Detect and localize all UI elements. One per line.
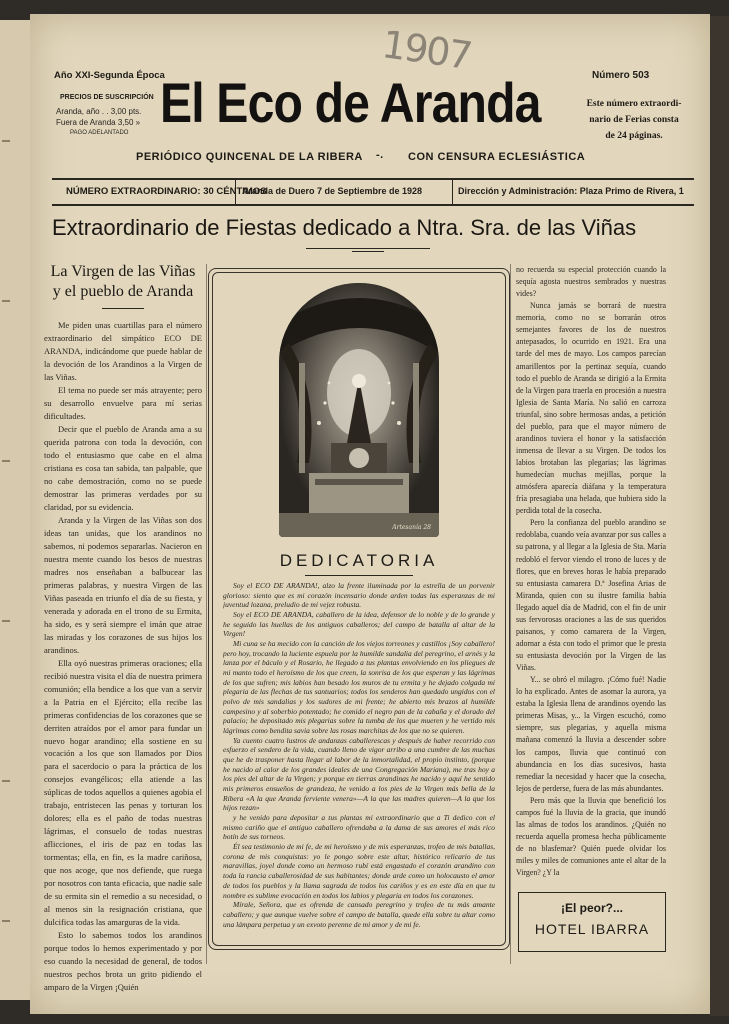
dedication-frame [208, 268, 510, 950]
pencil-note: 1907 [379, 22, 474, 78]
previous-page-edge [0, 20, 32, 1000]
masthead-subtitle-separator: -. [376, 149, 384, 161]
paragraph: El tema no puede ser más atrayente; pero su desarrollo envuelve para mí serias dificultades. [44, 384, 202, 421]
left-article-title-line: La Virgen de las Viñas [50, 263, 196, 280]
bar-divider [452, 180, 453, 204]
hotel-advert [518, 892, 666, 952]
dedication-body [223, 581, 495, 929]
headline-ornament [352, 251, 384, 252]
right-article-body [516, 264, 666, 879]
administration-address: Dirección y Administración: Plaza Primo de Rivera, 1 [458, 186, 684, 196]
paragraph: Pero más que la lluvia que benefició los campos fué la lluvia de la gracia, que inundó las almas de todos los arandinos. ¿Quién no recuerda aquella promesa hecha públicamente de no blasfemar? Quién puede olvidar los miles y miles de comuniones ante el altar de la Virgen? ¿Y la [516, 795, 666, 878]
paragraph: Pero la confianza del pueblo arandino se redoblaba, cuando veía avanzar por sus calles a su patrona, y al llegar a la Iglesia de Sta. María redobló el fervor viendo el trono de luces y de flores, que en breves horas le había preparado su entusiasta camarera D.ª Josefina Arias de Miranda, quien con su ilustre familia había llegado aquel día de Madrid, con el fin de unir sus fervorosas oraciones a las de sus queridos paisanos, y como camarera de la Virgen, adornar a ésta con todo el primor que le presta su entusiasta devoción por la Virgen de las Viñas. [516, 518, 666, 673]
paragraph: Nunca jamás se borrará de nuestra memoria, como no se borrarán otros semejantes favores de los de nuestros antepasados, lo ocurrido en 1921. Era una tarde del mes de mayo. Los campos parecían amarillentos por la pertinaz sequía, cuando todo el pueblo de Aranda se dirigió a la Ermita de la Virgen para traerla en procesión a nuestra Iglesia de Santa María. No salió en carroza triunfal, sino sobre hermosas andas, a petición del pueblo, para que el mayor número de arandinos tuviera el honor y la satisfacción inmensa de llevar a su Virgen. De todos los labios brotaban las plegarias; las lágrimas humedecían muchas mejillas, porque la atmósfera aparecía diáfana y la temperatura fría presagiaba una helada, que hubiera sido la perdida total de la cosecha. [516, 301, 666, 516]
paragraph: Decir que el pueblo de Aranda ama a su querida patrona con toda la devoción, con todo el entusiasmo que cabe en el alma cristiana es cosa tan sabida, tan palpable, que no cabe demostración, como no se puede demostrar las primeras verdades por su claridad, por su evidencia. [44, 423, 202, 512]
masthead-subtitle-right: CON CENSURA ECLESIÁSTICA [408, 151, 586, 163]
paragraph: Aranda y la Virgen de las Viñas son dos ideas tan unidas, que los arandinos no sabemos, ni podemos separarlas. Nacieron en nuestra mente cuando los besos de nuestras madres nos enseñaban a balbucear las primeras palabras, y nuestra Virgen de las Viñas paseada en triunfo el día de su fiesta, y venerada y adorada en el trono de su Ermita, ha sido, es y será siempre el imán que atrae las miradas y los corazones de sus hijos los arandinos. [44, 514, 202, 655]
issue-note-line: nario de Ferias consta [589, 115, 679, 125]
paragraph: Ella oyó nuestras primeras oraciones; ella recibió nuestra visita el día de nuestra primera comunión; ella bendice a los que van a servir a la Patria en el Ejército; ella recibe las primeras confidencias de los corazones que se derriten atraídos por el amor para fundar un nuevo hogar arandino; ella sostiene en su vocación a los que son llamados por Dios para el sacerdocio o para la práctica de los consejos evangélicos; ella atiende a las súplicas de todos aquellos a quienes agobia el trabajo, entristecen las penas y torturan los dolores; ella es el paño de todas nuestras lágrimas, el consuelo de todas nuestras aflicciones, el iris de paz en todas las tormentas; ella, en fin, es la madre cariñosa, que nos acoge, que nos defiende, que ruega por nosotros con tanta eficacia, que nadie sale de su ermita sin el remedio a su necesidad, o al menos sin la resignación cristiana, que dulcifica todas las amarguras de la vida. [44, 657, 202, 928]
newspaper-page [30, 14, 710, 1014]
virgin-photograph [279, 283, 439, 537]
page-edge-shadow [710, 16, 729, 1016]
subscription-line: Aranda, año . . 3,00 pts. [56, 107, 142, 116]
issue-note [566, 96, 702, 144]
main-headline: Extraordinario de Fiestas dedicado a Ntra. Sra. de las Viñas [52, 215, 637, 240]
masthead-subtitle-left: PERIÓDICO QUINCENAL DE LA RIBERA [136, 151, 363, 163]
subscription-title: PRECIOS DE SUSCRIPCIÓN [60, 94, 154, 101]
left-article-title [44, 262, 202, 302]
column-rule [510, 264, 511, 964]
paragraph: no recuerda su especial protección cuando la sequía agosta nuestros sembrados y nuestras vides? [516, 265, 666, 299]
dedication-paragraph: Soy el ECO DE ARANDA, caballero de la idea, defensor de lo noble y de lo grande y he seguido las huellas de los antiguos caballeros; del campo de batalla al altar de la Virgen! [223, 610, 495, 639]
dedication-ornament [305, 575, 413, 576]
column-rule [206, 264, 207, 964]
issue-date: Aranda de Duero 7 de Septiembre de 1928 [242, 186, 423, 196]
issue-number: Número 503 [592, 70, 650, 81]
dedication-title: DEDICATORIA [279, 551, 439, 570]
issue-price: NÚMERO EXTRAORDINARIO: 30 CÉNTIMOS [66, 186, 267, 197]
dedication-paragraph: Ya cuento cuatro lustros de andanzas caballerescas y después de haber recorrido con esfuerzo el sendero de la vida, cuando lleno de vigor arribo a una cumbre de las muchas que he de trasponer hasta llegar al labor de la inmortalidad, el propio instinto, (porque he nacido al calor de los grandes ideales de una Congregación Mariana), me tras hoy a los pies del altar de la Virgen; y porque en tierras arandinas he nacido y aquí he sentido mis primeros ensueños de grandeza, he venido a los pies de la Virgen más bella de la Ribera «A la que Aranda ferviente venera»—A la que las madres quieren—A la que los hijos rezan» [223, 735, 495, 813]
subscription-line: Fuera de Aranda 3,50 » [56, 118, 141, 127]
issue-era-label: Año XXI-Segunda Época [54, 70, 165, 81]
dedication-paragraph: Mírale, Señora, que es ofrenda de cansado peregrino y trofeo de tu más amante caballero; y que aunque vuelve sobre el campo de batalla, quede ella sobre tu altar como una lámpara perpetua y un exvoto perenne de mi amor y de mi fe. [223, 900, 495, 929]
advert-tagline: ¡El peor?... [560, 901, 623, 915]
rule-bottom [52, 204, 694, 206]
paragraph: Y... se obró el milagro. ¡Cómo fué! Nadie lo ha explicado. Antes de asomar la aurora, ya estaba la Iglesia llena de arandinos oyendo las primeras Misas, y... la Virgen escuchó, como siempre, sus plegarias, y aquella misma mañana comenzó la lluvia a descender sobre los campos, lluvia que continuó con abundancia en los días sucesivos, hasta remediar la necesidad y hacer que la cosecha, lejos de perderse, fuera de las más abundantes. [516, 675, 666, 793]
left-article-body [44, 319, 202, 994]
dedication-paragraph: Mi cuna se ha mecido con la canción de los viejos torreones y castillos ¡Soy caballero! pero hoy, trocando la luciente espuela por la humilde sandalia del peregrino, el arnés y la lanza por el báculo y el Rosario, he llegado a tus plantas envolviendo en los pliegues de mi manto todo el heroísmo de los que creen, la sonrisa de los que esperan y las lágrimas de los que sufren; mis labios han besado los muros de tu ermita y he dejado colgada mi plegaria de las flechas de tus santuarios; todos los senderos han quedado ungidos con el polvo de mis sandalias y los sudores de mi frente; he abierto mis brazos al humilde campesino y al soberbio potentado; he comido el negro pan de la cabaña y el dorado del palacio; he depositado mis plegarias sobre la tumba de los que mueren y he vertido mis lágrimas como bendita savia sobre las rosas marchitas de los que no se quieren. [223, 639, 495, 736]
paragraph: Me piden unas cuartillas para el número extraordinario del simpático ECO DE ARANDA, indicándome que puede hablar de la devoción de los Arandinos a la Virgen de las Viñas. [44, 320, 202, 382]
issue-note-line: Este número extraordi- [586, 99, 682, 109]
advert-hotel-name: HOTEL IBARRA [534, 921, 650, 937]
headline-ornament [306, 248, 430, 249]
dedication-paragraph: Soy el ECO DE ARANDA!, alzo la frente iluminada por la estrella de un porvenir glorioso: siento que es mi corazón incensario donde arden todas las esperanzas de mi juventud lozana, preludio de mi vejez robusta. [223, 581, 495, 610]
left-article [44, 262, 202, 994]
rule-top [52, 178, 694, 180]
dedication-paragraph: y he venido para depositar a tus plantas mi extraordinario que a Ti dedico con el mismo cariño que el antiguo caballero ofrendaba a la dama de sus amores el más rico botín de sus torneos. [223, 813, 495, 842]
subscription-lines [56, 106, 141, 139]
title-ornament [102, 308, 144, 309]
left-article-title-line: y el pueblo de Aranda [52, 283, 194, 300]
issue-note-line: de 24 páginas. [605, 131, 663, 141]
masthead-title: El Eco de Aranda [160, 71, 541, 134]
photo-signature: Artesanía 28 [392, 524, 431, 531]
subscription-line: PAGO ADELANTADO [70, 130, 129, 136]
dedication-paragraph: Él sea testimonio de mi fe, de mi heroísmo y de mis esperanzas, trofeo de mis batallas, corona de mis conquistas: yo le pongo sobre este altar, histórico relicario de tus maravillas, joyel donde como un hermoso rubí está engastado el corazón arandino con toda la rancia caballerosidad de sus habitantes; donde arde como un holocausto el amor de todos los pueblos y la llama sagrada de todos los cariños y es en este día en que tu nombre es sublime evocación en todos los labios y plegaria en todos los corazones. [223, 842, 495, 900]
altar-image [279, 283, 439, 537]
paragraph: Esto lo sabemos todos los arandinos porque todos lo hemos experimentado y por eso cuando la necesidad de general, de todos nuestros pechos brota un grito pidiendo el amparo de la Virgen ¡Quién [44, 930, 202, 993]
